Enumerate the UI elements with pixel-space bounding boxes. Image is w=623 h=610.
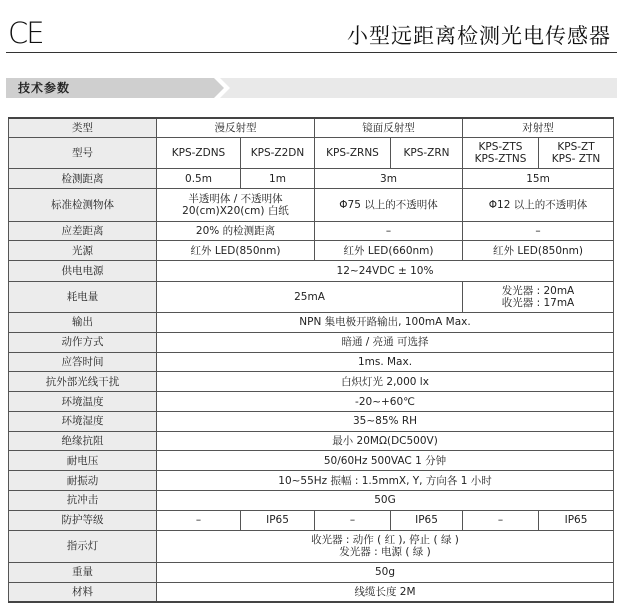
row-label: 检测距离 [9, 169, 157, 189]
cell-type-mirror: 镜面反射型 [315, 118, 463, 138]
row-protection [9, 510, 614, 530]
cell-protection-5: – [463, 510, 539, 530]
cell-light-through: 红外 LED(850nm) [463, 241, 614, 261]
ce-mark-logo: CE [8, 16, 43, 50]
row-withstand-voltage [9, 451, 614, 471]
cell-withstand-voltage: 50/60Hz 500VAC 1 分钟 [157, 451, 614, 471]
cell-model-4: KPS-ZRN [391, 138, 463, 169]
row-type [9, 118, 614, 138]
cell-model-2: KPS-Z2DN [241, 138, 315, 169]
cell-hysteresis-mirror: – [315, 221, 463, 241]
row-mode [9, 332, 614, 352]
cell-current-through [463, 281, 614, 312]
row-current [9, 281, 614, 312]
cell-type-through: 对射型 [463, 118, 614, 138]
row-insulation [9, 431, 614, 451]
row-vibration [9, 471, 614, 491]
cell-material: 线缆长度 2M [157, 582, 614, 602]
row-distance [9, 169, 614, 189]
row-material [9, 582, 614, 602]
cell-hysteresis-diffuse: 20% 的检测距离 [157, 221, 315, 241]
cell-line: KPS-ZTNS [474, 153, 527, 166]
cell-distance-mirror: 3m [315, 169, 463, 189]
row-shock [9, 490, 614, 510]
cell-weight: 50g [157, 562, 614, 582]
row-label: 抗冲击 [9, 490, 157, 510]
row-label: 抗外部光线干扰 [9, 372, 157, 392]
row-label: 绝缘抗阻 [9, 431, 157, 451]
cell-protection-4: IP65 [391, 510, 463, 530]
cell-model-3: KPS-ZRNS [315, 138, 391, 169]
row-supply [9, 261, 614, 282]
cell-object-through: Φ12 以上的不透明体 [463, 189, 614, 221]
cell-protection-6: IP65 [539, 510, 614, 530]
cell-model-5 [463, 138, 539, 169]
cell-protection-1: – [157, 510, 241, 530]
cell-distance-1: 0.5m [157, 169, 241, 189]
section-title: 技术参数 [18, 81, 71, 95]
cell-distance-2: 1m [241, 169, 315, 189]
cell-hysteresis-through: – [463, 221, 614, 241]
cell-indicator [157, 530, 614, 562]
cell-line: KPS- ZTN [551, 153, 601, 166]
row-label: 动作方式 [9, 332, 157, 352]
row-indicator [9, 530, 614, 562]
cell-line: 发光器 : 电源 ( 绿 ) [339, 546, 431, 559]
row-label: 输出 [9, 313, 157, 333]
cell-distance-through: 15m [463, 169, 614, 189]
cell-light-mirror: 红外 LED(660nm) [315, 241, 463, 261]
page-title: 小型远距离检测光电传感器 [347, 24, 611, 48]
spec-table [8, 117, 614, 603]
row-label: 光源 [9, 241, 157, 261]
cell-ambient-light: 白炽灯光 2,000 lx [157, 372, 614, 392]
cell-protection-3: – [315, 510, 391, 530]
section-header-band [6, 78, 617, 98]
cell-line: KPS-ZT [557, 141, 595, 154]
row-object [9, 189, 614, 221]
row-ambient-light [9, 372, 614, 392]
row-weight [9, 562, 614, 582]
row-hysteresis [9, 221, 614, 241]
cell-line: KPS-ZTS [478, 141, 523, 154]
row-label: 耐电压 [9, 451, 157, 471]
cell-line: 收光器 : 动作 ( 红 ), 停止 ( 绿 ) [311, 534, 459, 547]
row-label: 应答时间 [9, 352, 157, 372]
cell-output: NPN 集电极开路输出, 100mA Max. [157, 313, 614, 333]
row-label: 应差距离 [9, 221, 157, 241]
cell-temperature: -20~+60℃ [157, 392, 614, 412]
cell-insulation: 最小 20MΩ(DC500V) [157, 431, 614, 451]
cell-line: 20(cm)X20(cm) 白纸 [182, 204, 289, 217]
row-label: 指示灯 [9, 530, 157, 562]
row-label: 供电电源 [9, 261, 157, 282]
row-temperature [9, 392, 614, 412]
row-light-source [9, 241, 614, 261]
row-label: 类型 [9, 118, 157, 138]
row-label: 耐振动 [9, 471, 157, 491]
title-divider [6, 52, 617, 53]
cell-vibration: 10~55Hz 振幅 : 1.5mmX, Y, 方向各 1 小时 [157, 471, 614, 491]
row-label: 标准检测物体 [9, 189, 157, 221]
cell-current: 25mA [157, 281, 463, 312]
row-humidity [9, 411, 614, 431]
cell-line: 收光器 : 17mA [501, 296, 575, 309]
cell-model-6 [539, 138, 614, 169]
cell-object-diffuse [157, 189, 315, 221]
row-label: 型号 [9, 138, 157, 169]
row-label: 环境温度 [9, 392, 157, 412]
row-output [9, 313, 614, 333]
cell-object-mirror: Φ75 以上的不透明体 [315, 189, 463, 221]
cell-humidity: 35~85% RH [157, 411, 614, 431]
cell-line: 半透明体 / 不透明体 [188, 192, 283, 205]
cell-protection-2: IP65 [241, 510, 315, 530]
cell-type-diffuse: 漫反射型 [157, 118, 315, 138]
cell-line: 发光器 : 20mA [501, 284, 575, 297]
row-label: 环境湿度 [9, 411, 157, 431]
cell-response: 1ms. Max. [157, 352, 614, 372]
row-label: 耗电量 [9, 281, 157, 312]
cell-shock: 50G [157, 490, 614, 510]
cell-mode: 暗通 / 亮通 可选择 [157, 332, 614, 352]
cell-model-1: KPS-ZDNS [157, 138, 241, 169]
cell-supply: 12~24VDC ± 10% [157, 261, 614, 282]
row-response [9, 352, 614, 372]
section-band-shape [6, 78, 617, 98]
row-label: 材料 [9, 582, 157, 602]
row-label: 防护等级 [9, 510, 157, 530]
cell-light-diffuse: 红外 LED(850nm) [157, 241, 315, 261]
row-label: 重量 [9, 562, 157, 582]
row-model [9, 138, 614, 169]
